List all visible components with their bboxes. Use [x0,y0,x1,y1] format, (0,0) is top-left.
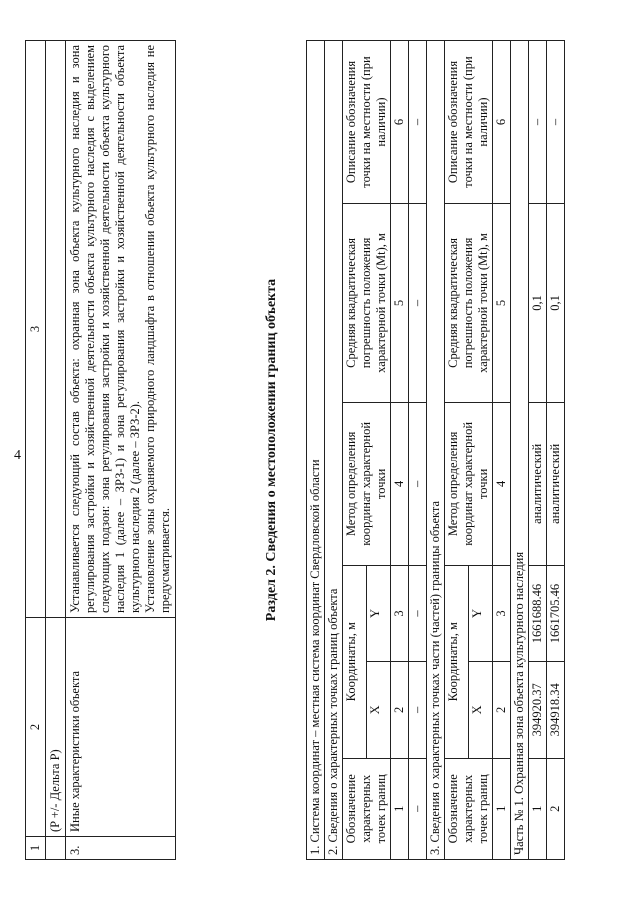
col-numbers-row [493,41,511,860]
col-num-3: 3 [26,41,46,618]
point-number: 1 [529,758,547,859]
method-cell: аналитический [547,402,565,565]
section-title: Раздел 2. Сведения о местоположении границ объекта [264,278,279,622]
coord-x: 394918.34 [547,662,565,758]
col-numbers-row [391,41,409,860]
header-y: Y [469,565,493,661]
table-cell: – [409,758,427,859]
header-y: Y [367,565,391,661]
coord-y: 1661705.46 [547,565,565,661]
subsection-title: 3. Сведения о характерных точках части (частей) границы объекта [427,41,445,860]
table-cell: – [409,204,427,403]
part-title: Часть № 1. Охранная зона объекта культурного наследия [511,41,529,860]
subsection-title: 2. Сведения о характерных точках границ объекта [325,41,343,860]
page-number: 4 [14,448,21,463]
paragraph: Установление зоны охраняемого природного ландшафта в отношении объекта культурного наследия не предусматривается. [143,45,172,613]
col-number: 1 [493,758,511,859]
col-number: 4 [391,402,409,565]
table-cell: – [409,41,427,204]
accuracy-cell: 0,1 [547,204,565,403]
col-number: 5 [391,204,409,403]
col-number: 3 [391,565,409,661]
method-cell: аналитический [529,402,547,565]
header-designation: Обозначение характерных точек границ [343,758,391,859]
coord-x: 394920.37 [529,662,547,758]
point-number: 2 [547,758,565,859]
header-method: Метод определения координат характерной точки [445,402,493,565]
header-designation: Обозначение характерных точек границ [445,758,493,859]
col-number: 3 [493,565,511,661]
table-row [66,41,176,860]
col-number: 6 [493,41,511,204]
col-num-1: 1 [26,837,46,860]
col-number: 2 [493,662,511,758]
col-num-2: 2 [26,618,46,837]
col-number: 4 [493,402,511,565]
row-number: 3. [66,837,176,860]
table-row [529,41,547,860]
table-cell: – [409,662,427,758]
header-coords: Координаты, м [343,565,367,758]
row-label: Иные характеристики объекта [66,618,176,837]
col-number: 5 [493,204,511,403]
header-x: X [367,662,391,758]
table-row [409,41,427,860]
header-method: Метод определения координат характерной точки [343,402,391,565]
table-header-row [445,41,469,860]
header-description: Описание обозначения точки на местности (при наличии) [343,41,391,204]
table-row [46,41,66,860]
col-number: 6 [391,41,409,204]
table-row [547,41,565,860]
description-cell: – [547,41,565,204]
row-text [66,41,176,618]
coord-y: 1661688.46 [529,565,547,661]
description-cell: – [529,41,547,204]
accuracy-cell: 0,1 [529,204,547,403]
table-cell: – [409,565,427,661]
header-accuracy: Средняя квадратическая погрешность положения характерной точки (Mt), м [445,204,493,403]
coordinates-table [306,40,565,860]
col-number: 2 [391,662,409,758]
col-number: 1 [391,758,409,859]
table-cell: – [409,402,427,565]
header-accuracy: Средняя квадратическая погрешность положения характерной точки (Mt), м [343,204,391,403]
delta-label: (P +/- Дельта P) [46,618,66,837]
header-x: X [469,662,493,758]
table-header-row [343,41,367,860]
object-characteristics-table [25,40,176,860]
table-header-row [26,41,46,860]
coord-system: 1. Система координат – местная система координат Свердловской области [307,41,325,860]
paragraph: Устанавливается следующий состав объекта: охранная зона объекта культурного наследия и зона регулирования застройки и хозяйственной деятельности объекта культурного наследия с выделением следующих подзон: зона регулирования застройки и хозяйственной деятельности объекта культурного наследия 1 (далее – ЗРЗ-1) и зона регулирования застройки и хозяйственной деятельности объекта культурного наследия 2 (далее – ЗРЗ-2). [68,45,142,613]
header-coords: Координаты, м [445,565,469,758]
rotated-content [20,0,620,860]
header-description: Описание обозначения точки на местности (при наличии) [445,41,493,204]
